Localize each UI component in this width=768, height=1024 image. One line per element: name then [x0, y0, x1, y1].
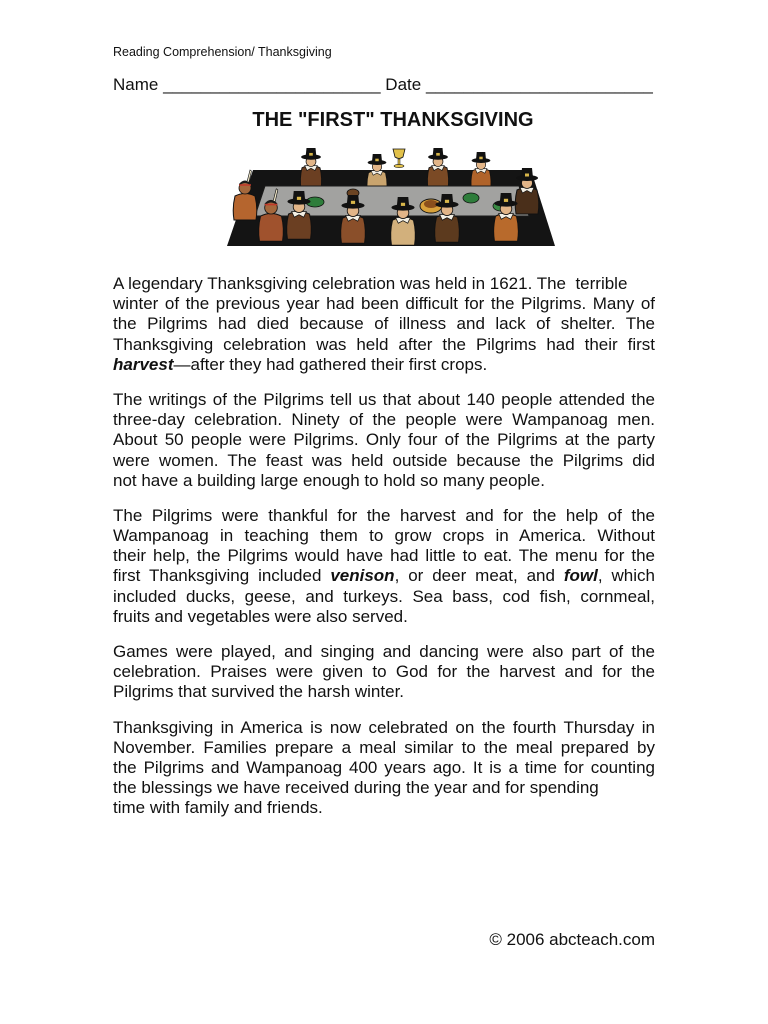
- text-line: [113, 566, 655, 586]
- text-segment: , which: [597, 566, 655, 586]
- name-label: Name: [113, 75, 159, 94]
- paragraph-5: [113, 718, 655, 819]
- text-line: were women. The feast was held outside because the Pilgrims did: [113, 450, 655, 470]
- copyright-footer: © 2006 abcteach.com: [489, 930, 655, 949]
- text-line: celebration. Praises were given to God for the harvest and for the: [113, 662, 655, 682]
- text-segment: first Thanksgiving included: [113, 566, 331, 586]
- text-line: their help, the Pilgrims would have had little to eat. The menu for the: [113, 546, 655, 566]
- text-line: November. Families prepare a meal similar to the meal prepared by: [113, 737, 655, 757]
- text-line: the blessings we have received during the year and for spending: [113, 778, 599, 798]
- goblet: [393, 149, 405, 168]
- text-line: [113, 355, 655, 375]
- text-line: the Pilgrims had died because of illness and lack of shelter. The: [113, 314, 655, 334]
- paragraph-1: [113, 274, 655, 375]
- text-line: not have a building large enough to hold so many people.: [113, 470, 545, 490]
- text-line: three-day celebration. Ninety of the people were Wampanoag men.: [113, 410, 655, 430]
- reading-passage: [113, 274, 655, 834]
- text-line: time with family and friends.: [113, 798, 323, 818]
- text-line: included ducks, geese, and turkeys. Sea bass, cod fish, cornmeal,: [113, 586, 655, 606]
- paragraph-3: [113, 506, 655, 627]
- text-line: Wampanoag in teaching them to grow crops in America. Without: [113, 526, 655, 546]
- text-line: Thanksgiving in America is now celebrated on the fourth Thursday in: [113, 717, 655, 737]
- pilgrim-figure: [471, 152, 491, 191]
- text-line: fruits and vegetables were also served.: [113, 606, 408, 626]
- text-line: Thanksgiving celebration was held after the Pilgrims had their first: [113, 334, 655, 354]
- text-line: The Pilgrims were thankful for the harvest and for the help of the: [113, 505, 655, 525]
- text-segment: —after they had gathered their first crops.: [173, 354, 488, 374]
- date-blank: ________________________: [425, 75, 653, 94]
- vocabulary-term: harvest: [113, 354, 174, 374]
- vocabulary-term: venison: [330, 566, 395, 586]
- worksheet-subject: Reading Comprehension/ Thanksgiving: [113, 45, 332, 59]
- pilgrim-figure: [300, 148, 321, 189]
- text-segment: , or deer meat, and: [394, 566, 564, 586]
- vocabulary-term: fowl: [563, 566, 598, 586]
- text-line: Pilgrims that survived the harsh winter.: [113, 682, 405, 702]
- thanksgiving-feast-illustration: [225, 146, 557, 250]
- page-title: THE "FIRST" THANKSGIVING: [252, 109, 534, 131]
- name-date-line: [113, 75, 653, 95]
- paragraph-2: [113, 390, 655, 491]
- text-line: The writings of the Pilgrims tell us that about 140 people attended the: [113, 389, 655, 409]
- date-label: Date: [385, 75, 422, 94]
- paragraph-4: [113, 642, 655, 703]
- food-plate: [463, 193, 479, 203]
- pilgrim-figure: [427, 148, 448, 189]
- text-line: the Pilgrims and Wampanoag 400 years ago. It is a time for counting: [113, 757, 655, 777]
- text-line: About 50 people were Pilgrims. Only four of the Pilgrims at the party: [113, 430, 655, 450]
- text-line: winter of the previous year had been difficult for the Pilgrims. Many of: [113, 294, 655, 314]
- name-blank: _______________________: [163, 75, 381, 94]
- text-line: Games were played, and singing and dancing were also part of the: [113, 642, 655, 661]
- text-line: A legendary Thanksgiving celebration was held in 1621. The terrible: [113, 274, 628, 293]
